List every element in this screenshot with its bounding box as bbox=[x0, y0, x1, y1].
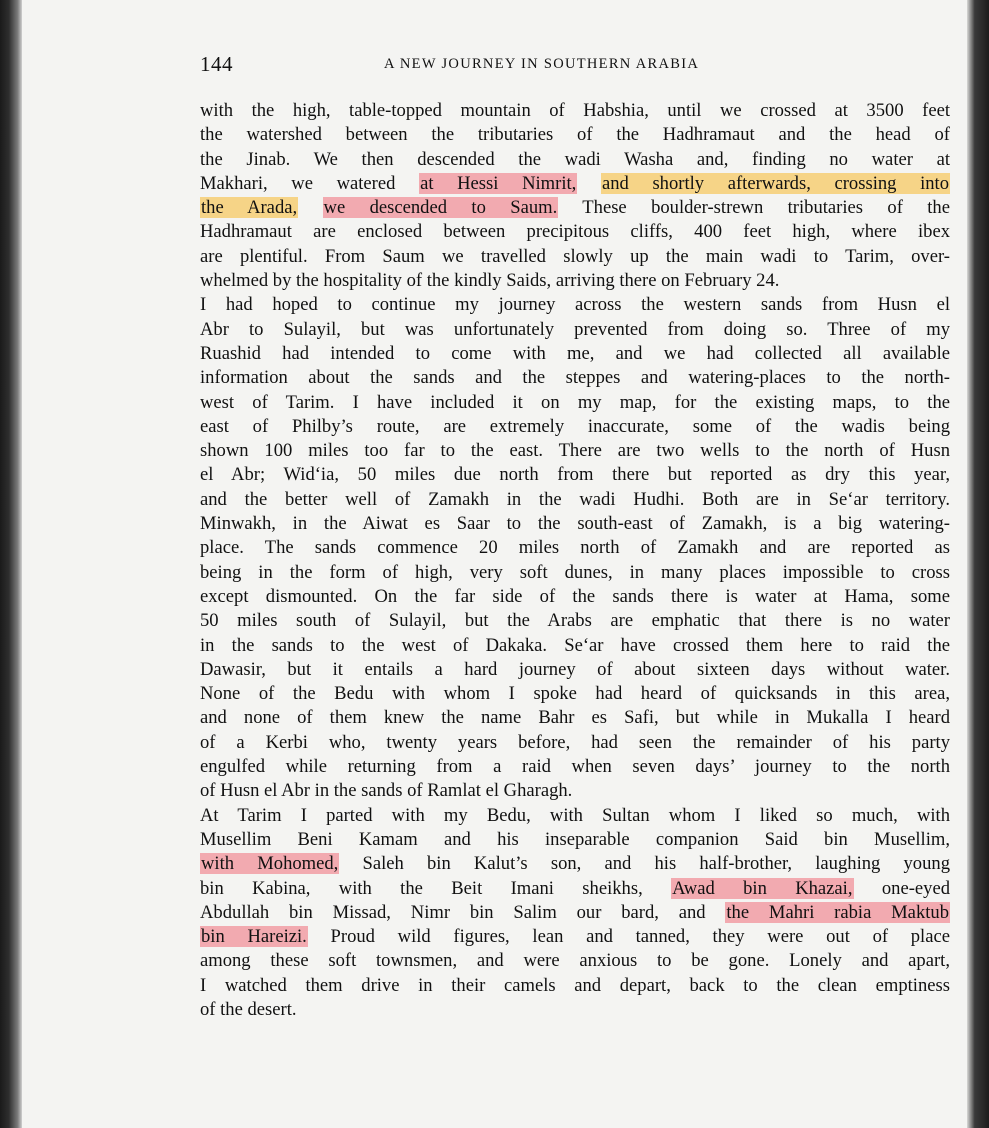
text-segment: the Jinab. We then descended the wadi Washa and, finding no water at bbox=[200, 148, 950, 170]
text-line bbox=[200, 463, 950, 487]
page-edge bbox=[967, 0, 989, 1128]
text-segment: None of the Bedu with whom I spoke had heard of quicksands in this area, bbox=[200, 683, 950, 705]
text-line bbox=[200, 220, 950, 244]
book-gutter-shadow bbox=[0, 0, 22, 1128]
text-line bbox=[200, 269, 950, 293]
text-line bbox=[200, 148, 950, 172]
running-title: A NEW JOURNEY IN SOUTHERN ARABIA bbox=[384, 56, 700, 72]
text-segment: are plentiful. From Saum we travelled slowly up the main wadi to Tarim, over- bbox=[200, 245, 950, 267]
body-text bbox=[200, 99, 950, 1022]
text-line bbox=[200, 318, 950, 342]
text-segment: Hadhramaut are enclosed between precipitous cliffs, 400 feet high, where ibex bbox=[200, 221, 950, 243]
text-line bbox=[200, 682, 950, 706]
text-segment: el Abr; Wid‘ia, 50 miles due north from there but reported as dry this year, bbox=[200, 464, 950, 486]
text-line bbox=[200, 196, 950, 220]
text-segment: Abr to Sulayil, but was unfortunately prevented from doing so. Three of my bbox=[200, 318, 950, 340]
text-segment: except dismounted. On the far side of the sands there is water at Hama, some bbox=[200, 585, 950, 607]
highlight-red: we descended to Saum. bbox=[323, 197, 558, 219]
text-segment: I watched them drive in their camels and depart, back to the clean emptiness bbox=[200, 974, 950, 996]
text-segment: 50 miles south of Sulayil, but the Arabs are emphatic that there is no water bbox=[200, 610, 950, 632]
text-segment: one-eyed bbox=[853, 877, 950, 899]
text-segment: and the better well of Zamakh in the wadi Hudhi. Both are in Se‘ar territory. bbox=[200, 488, 950, 510]
text-line bbox=[200, 342, 950, 366]
text-segment: These boulder-strewn tributaries of the bbox=[558, 197, 950, 219]
highlight-yellow: the Arada, bbox=[201, 197, 298, 219]
text-line bbox=[200, 828, 950, 852]
text-segment bbox=[577, 173, 601, 194]
text-line bbox=[200, 172, 950, 196]
text-line bbox=[200, 366, 950, 390]
highlight-red: at Hessi Nimrit, bbox=[420, 172, 577, 194]
text-segment: east of Philby’s route, are extremely inaccurate, some of the wadis being bbox=[200, 415, 950, 437]
text-line bbox=[200, 658, 950, 682]
text-line bbox=[200, 585, 950, 609]
text-line bbox=[200, 99, 950, 123]
text-line bbox=[200, 925, 950, 949]
text-line bbox=[200, 706, 950, 730]
text-line bbox=[200, 512, 950, 536]
text-segment: the watershed between the tributaries of the Hadhramaut and the head of bbox=[200, 124, 950, 146]
text-line bbox=[200, 852, 950, 876]
text-line bbox=[200, 731, 950, 755]
text-line bbox=[200, 634, 950, 658]
text-segment: shown 100 miles too far to the east. There are two wells to the north of Husn bbox=[200, 440, 950, 462]
text-segment: place. The sands commence 20 miles north of Zamakh and are reported as bbox=[200, 537, 950, 559]
text-segment bbox=[298, 197, 322, 218]
text-segment: west of Tarim. I have included it on my map, for the existing maps, to the bbox=[200, 391, 950, 413]
text-line bbox=[200, 949, 950, 973]
text-line bbox=[200, 293, 950, 317]
text-segment: with the high, table-topped mountain of Habshia, until we crossed at 3500 feet bbox=[200, 100, 950, 121]
text-line bbox=[200, 561, 950, 585]
text-segment: of Husn el Abr in the sands of Ramlat el Gharagh. bbox=[200, 780, 573, 802]
text-segment: of a Kerbi who, twenty years before, had seen the remainder of his party bbox=[200, 731, 950, 753]
text-segment: Minwakh, in the Aiwat es Saar to the south-east of Zamakh, is a big watering- bbox=[200, 513, 950, 535]
text-segment: among these soft townsmen, and were anxious to be gone. Lonely and apart, bbox=[200, 950, 950, 972]
text-line bbox=[200, 804, 950, 828]
text-line bbox=[200, 415, 950, 439]
text-segment: Makhari, we watered bbox=[200, 172, 420, 194]
text-line bbox=[200, 974, 950, 998]
text-segment: and none of them knew the name Bahr es Safi, but while in Mukalla I heard bbox=[200, 707, 950, 729]
text-segment: being in the form of high, very soft dunes, in many places impossible to cross bbox=[200, 561, 950, 583]
text-segment: Ruashid had intended to come with me, and we had collected all available bbox=[200, 342, 950, 364]
text-line bbox=[200, 779, 950, 803]
text-line bbox=[200, 998, 950, 1022]
text-line bbox=[200, 391, 950, 415]
text-segment: of the desert. bbox=[200, 998, 297, 1020]
text-segment: in the sands to the west of Dakaka. Se‘ar have crossed them here to raid the bbox=[200, 634, 950, 656]
text-segment: Dawasir, but it entails a hard journey of about sixteen days without water. bbox=[200, 658, 950, 680]
text-line bbox=[200, 877, 950, 901]
text-segment: whelmed by the hospitality of the kindly Saids, arriving there on February 24. bbox=[200, 270, 780, 292]
highlight-red: the Mahri rabia Maktub bbox=[726, 901, 949, 923]
highlight-red: with Mohomed, bbox=[201, 853, 339, 875]
text-segment: Proud wild figures, lean and tanned, they were out of place bbox=[307, 926, 950, 948]
text-segment: Abdullah bin Missad, Nimr bin Salim our bard, and bbox=[200, 901, 726, 923]
text-line bbox=[200, 123, 950, 147]
text-segment: Musellim Beni Kamam and his inseparable companion Said bin Musellim, bbox=[200, 828, 950, 850]
page-number: 144 bbox=[200, 52, 233, 76]
text-segment: I had hoped to continue my journey across the western sands from Husn el bbox=[200, 294, 950, 316]
text-segment: At Tarim I parted with my Bedu, with Sultan whom I liked so much, with bbox=[200, 804, 950, 826]
highlight-red: Awad bin Khazai, bbox=[672, 877, 853, 899]
text-segment: bin Kabina, with the Beit Imani sheikhs, bbox=[200, 877, 672, 899]
text-line bbox=[200, 755, 950, 779]
text-line bbox=[200, 901, 950, 925]
text-line bbox=[200, 536, 950, 560]
text-line bbox=[200, 439, 950, 463]
text-segment: engulfed while returning from a raid when seven days’ journey to the north bbox=[200, 756, 950, 778]
text-line bbox=[200, 609, 950, 633]
text-line bbox=[200, 245, 950, 269]
text-line bbox=[200, 488, 950, 512]
highlight-red: bin Hareizi. bbox=[201, 926, 307, 948]
highlight-yellow: and shortly afterwards, crossing into bbox=[601, 172, 950, 194]
text-segment: Saleh bin Kalut’s son, and his half-brother, laughing young bbox=[339, 853, 950, 875]
text-segment: information about the sands and the steppes and watering-places to the north- bbox=[200, 367, 950, 389]
page-header bbox=[200, 52, 950, 78]
